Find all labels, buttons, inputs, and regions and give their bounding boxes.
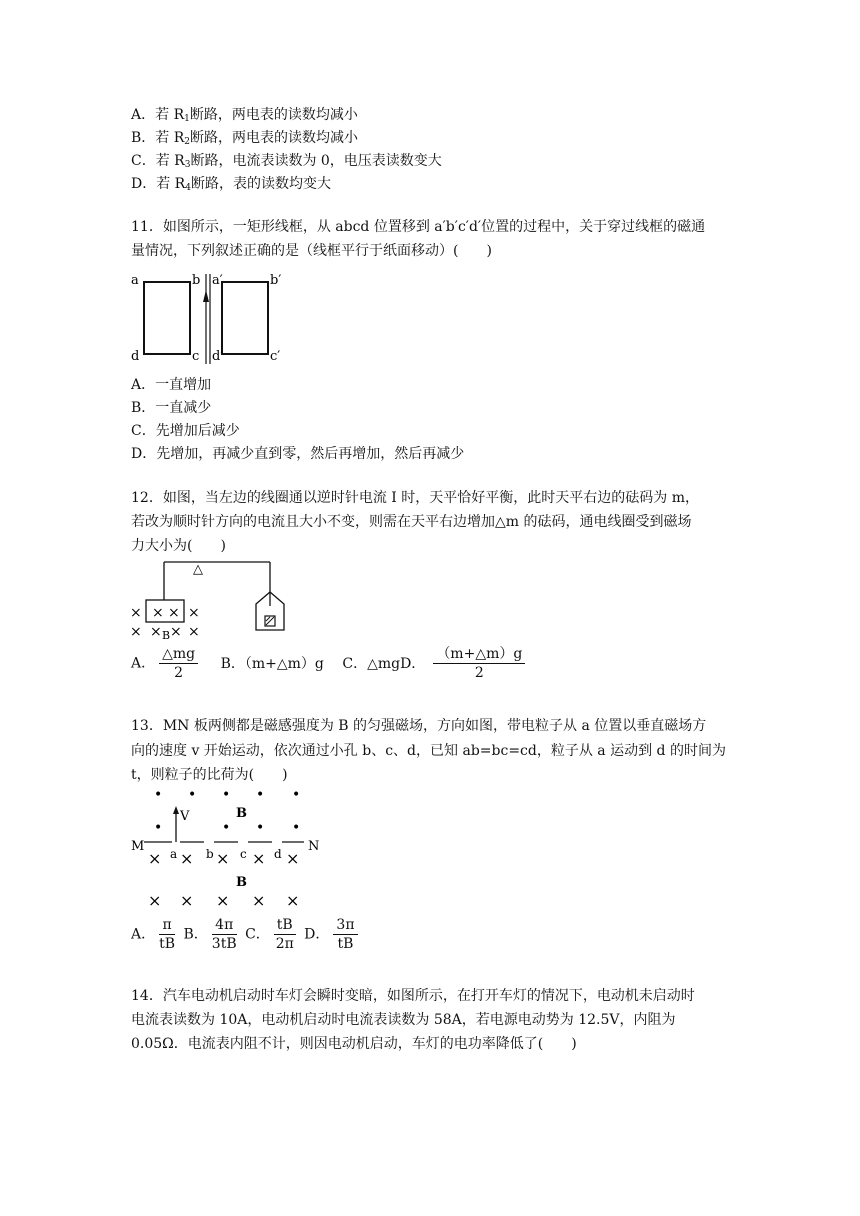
q14-stem-line3: 0.05Ω．电流表内阻不计，则因电动机启动，车灯的电功率降低了( )	[131, 1036, 577, 1052]
q13-options: A． $\frac{\pi}{tB}$ B． $\frac{4\pi}{3tB}$ C． $\frac{tB}{2\pi}$ D． $\frac{3\pi}{tB}$	[131, 916, 362, 953]
label-b: b	[206, 847, 214, 861]
q10-option-b: B．若 $R_2$断路，两电表的读数均减小	[131, 130, 359, 147]
label-b: b	[192, 273, 201, 288]
cross-icon: ×	[168, 605, 180, 621]
q12-option-b: B．（m+△m）g	[220, 655, 324, 672]
q11-figure	[128, 268, 298, 366]
q13-field-figure	[128, 786, 328, 912]
label-a: a	[131, 273, 139, 288]
label-a: a	[170, 847, 178, 861]
q11-stem-line1: 11．如图所示，一矩形线框，从 abcd 位置移到 a′b′c′d′位置的过程中，关于穿过线框的磁通	[131, 219, 706, 235]
q14-stem-line1: 14．汽车电动机启动时车灯会瞬时变暗，如图所示，在打开车灯的情况下，电动机未启动时	[131, 988, 695, 1004]
label-d: d	[274, 847, 282, 861]
cross-icon: ×	[252, 849, 266, 868]
q12-balance-figure	[128, 556, 308, 644]
label-c: c	[192, 349, 200, 364]
cross-icon: ×	[148, 891, 162, 910]
q13-option-a-fraction: $\frac{\pi}{tB}$	[159, 917, 176, 952]
cross-icon: ×	[130, 605, 142, 621]
pivot-icon: △	[193, 562, 203, 577]
q12-stem-line1: 12．如图，当左边的线圈通以逆时针电流 I 时，天平恰好平衡，此时天平右边的砝码为 m，	[131, 490, 699, 506]
velocity-arrow-icon	[173, 806, 179, 814]
cross-icon: ×	[170, 624, 182, 640]
dot-icon: •	[292, 787, 301, 803]
cross-icon: ×	[152, 605, 164, 621]
q13-option-c-fraction: $\frac{tB}{2\pi}$	[275, 917, 294, 952]
q13-stem-line3: t，则粒子的比荷为( )	[131, 767, 288, 783]
q13-option-b-fraction: $\frac{4\pi}{3tB}$	[211, 917, 237, 952]
cross-icon: ×	[286, 891, 300, 910]
q11-option-a: A．一直增加	[131, 377, 212, 393]
cross-icon: ×	[252, 891, 266, 910]
q12-option-d-fraction: $\frac{(m+\triangle m)g}{2}$	[433, 645, 525, 682]
q12-option-a-fraction: $\frac{\triangle mg}{2}$	[159, 645, 198, 682]
cross-icon: ×	[216, 891, 230, 910]
q12-stem-line2: 若改为顺时针方向的电流且大小不变，则需在天平右边增加△m 的砝码，通电线圈受到磁场	[131, 514, 692, 530]
field-label-b-top: B	[236, 806, 247, 821]
q11-stem-line2: 量情况，下列叙述正确的是（线框平行于纸面移动）( )	[131, 243, 492, 259]
dot-icon: •	[256, 820, 265, 836]
q11-option-c: C．先增加后减少	[131, 423, 240, 439]
label-c: c	[240, 847, 247, 861]
dot-icon: •	[256, 787, 265, 803]
q10-option-a: A．若 $R_1$断路，两电表的读数均减小	[131, 107, 358, 124]
q11-option-b: B．一直减少	[131, 400, 212, 416]
q13-option-d-fraction: $\frac{3\pi}{tB}$	[333, 916, 357, 953]
q10-option-d: D．若 $R_4$断路，表的读数均变大	[131, 176, 331, 193]
q11-option-d: D．先增加，再减少直到零，然后再增加，然后再减少	[131, 446, 465, 462]
frame-abcd-prime	[222, 282, 268, 354]
label-c-prime: c′	[270, 349, 281, 364]
label-d: d	[131, 349, 140, 364]
label-b-prime: b′	[270, 273, 282, 288]
dot-icon: •	[222, 820, 231, 836]
cross-icon: ×	[188, 605, 200, 621]
q14-stem-line2: 电流表读数为 10A，电动机启动时电流表读数为 58A，若电源电动势为 12.5V，内阻为	[131, 1012, 676, 1028]
label-n: N	[308, 839, 320, 854]
cross-icon: ×	[148, 849, 162, 868]
dot-icon: •	[188, 787, 197, 803]
q12-options	[131, 645, 529, 682]
frame-abcd	[144, 282, 190, 354]
q13-stem-line1: 13．MN 板两侧都是磁感强度为 B 的匀强磁场，方向如图，带电粒子从 a 位置以垂直磁场方	[131, 718, 707, 734]
dot-icon: •	[222, 787, 231, 803]
q12-stem-line3: 力大小为( )	[131, 538, 226, 554]
cross-icon: ×	[150, 624, 162, 640]
dot-icon: •	[154, 787, 163, 803]
label-m: M	[131, 839, 145, 854]
cross-icon: ×	[286, 849, 300, 868]
cross-icon: ×	[130, 624, 142, 640]
current-arrow-icon	[203, 290, 209, 302]
q12-option-c: C．△mgD．	[342, 655, 426, 672]
cross-icon: ×	[216, 849, 230, 868]
dot-icon: •	[154, 820, 163, 836]
field-label-b: B	[162, 629, 171, 642]
cross-icon: ×	[180, 849, 194, 868]
cross-icon: ×	[180, 891, 194, 910]
q13-stem-line2: 向的速度 v 开始运动，依次通过小孔 b、c、d，已知 ab=bc=cd，粒子从 a 运动到 d 的时间为	[131, 743, 726, 759]
dot-icon: •	[292, 820, 301, 836]
label-a-prime: a′	[212, 273, 223, 288]
q12-option-a-letter: A．	[131, 655, 156, 672]
label-v: V	[180, 809, 190, 824]
field-label-b-bottom: B	[236, 875, 247, 890]
cross-icon: ×	[188, 624, 200, 640]
q10-option-c: C．若 $R_3$断路，电流表读数为 0，电压表读数变大	[131, 153, 442, 170]
label-d-prime: d′	[212, 349, 224, 364]
